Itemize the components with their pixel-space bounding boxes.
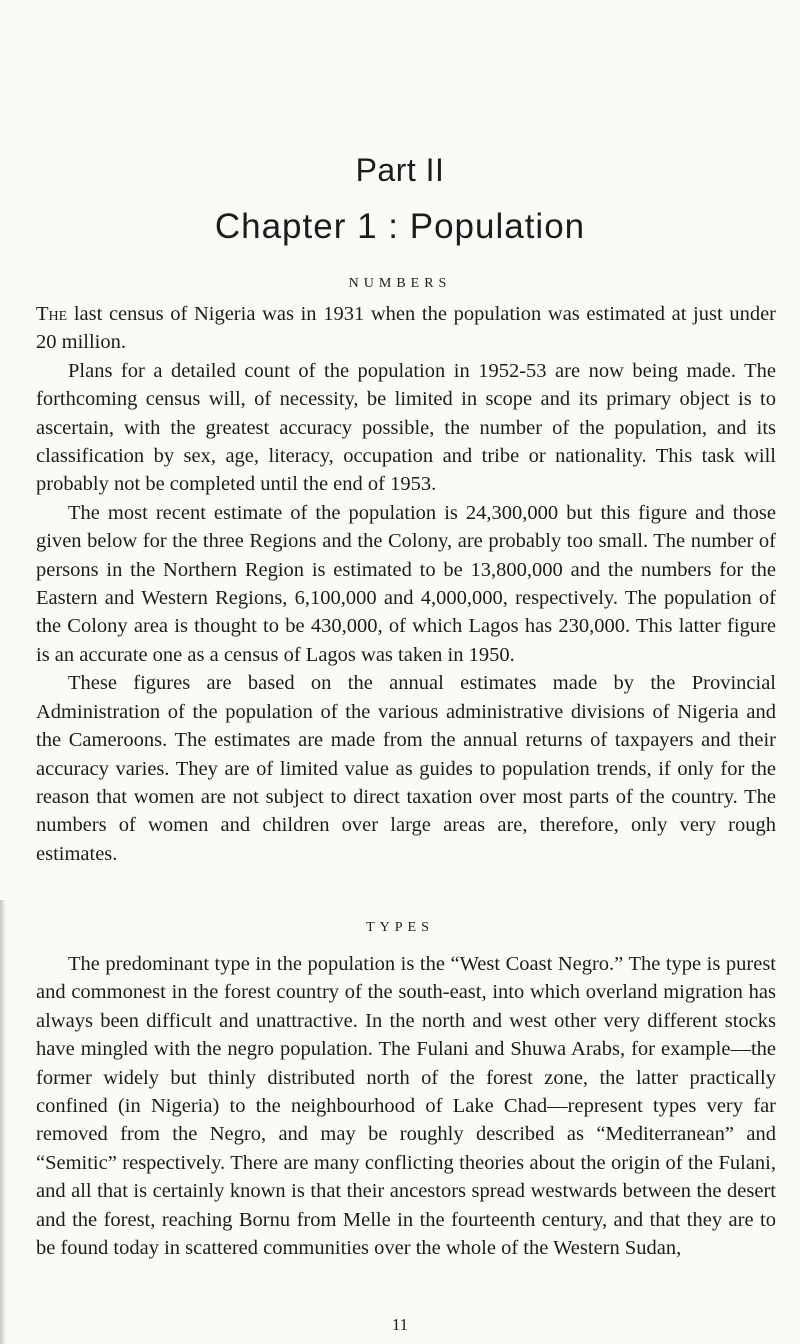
paragraph: The predominant type in the population is the “West Coast Negro.” The type is purest and commonest in the forest country of the south-east, into which overland migration has always been difficult and unattractive. In the north and west other very different stocks have mingled with the negro population. The Fulani and Shuwa Arabs, for example—the former widely but thinly distributed north of the forest zone, the latter practically confined (in Nigeria) to the neighbourhood of Lake Chad—represent types very far removed from the Negro, and may be roughly described as “Mediterranean” and “Semitic” respectively. There are many conflicting theories about the origin of the Fulani, and all that is certainly known is that their ancestors spread westwards between the desert and the forest, reaching Bornu from Melle in the fourteenth century, and that they are to be found today in scattered communities over the whole of the Western Sudan, <box>36 953 776 1260</box>
paragraph: These figures are based on the annual estimates made by the Provincial Administration of the population of the various administrative divisions of Nigeria and the Cameroons. The estimates are made from the annual returns of taxpayers and their accuracy varies. They are of limited value as guides to population trends, if only for the reason that women are not subject to direct taxation over most parts of the country. The numbers of women and children over large areas are, therefore, only very rough estimates. <box>36 672 776 865</box>
lead-word: The <box>36 303 68 325</box>
section-heading-numbers: NUMBERS <box>348 276 452 291</box>
paragraph: The most recent estimate of the population is 24,300,000 but this figure and those given below for the three Regions and the Colony, are probably too small. The number of persons in the Northern Region is estimated to be 13,800,000 and the numbers for the Eastern and Western Regions, 6,100,000 and 4,000,000, respectively. The population of the Colony area is thought to be 430,000, of which Lagos has 230,000. This latter figure is an accurate one as a census of Lagos was taken in 1950. <box>36 501 776 666</box>
paragraph: Plans for a detailed count of the population in 1952-53 are now being made. The forthcoming census will, of necessity, be limited in scope and its primary object is to ascertain, with the greatest accuracy possible, the number of the population, and its classification by sex, age, literacy, occupation and tribe or nationality. This task will probably not be completed until the end of 1953. <box>36 359 776 496</box>
binding-shadow <box>0 900 6 1344</box>
paragraph-text: last census of Nigeria was in 1931 when the population was estimated at just under 20 million. <box>36 303 776 354</box>
page-number: 11 <box>391 1315 409 1334</box>
paragraph <box>36 300 776 357</box>
section-body-numbers <box>36 300 776 868</box>
section-body-types <box>36 950 776 1262</box>
part-title: Part II <box>355 152 445 188</box>
chapter-title: Chapter 1 : Population <box>214 207 586 246</box>
section-heading-types: TYPES <box>366 920 434 935</box>
